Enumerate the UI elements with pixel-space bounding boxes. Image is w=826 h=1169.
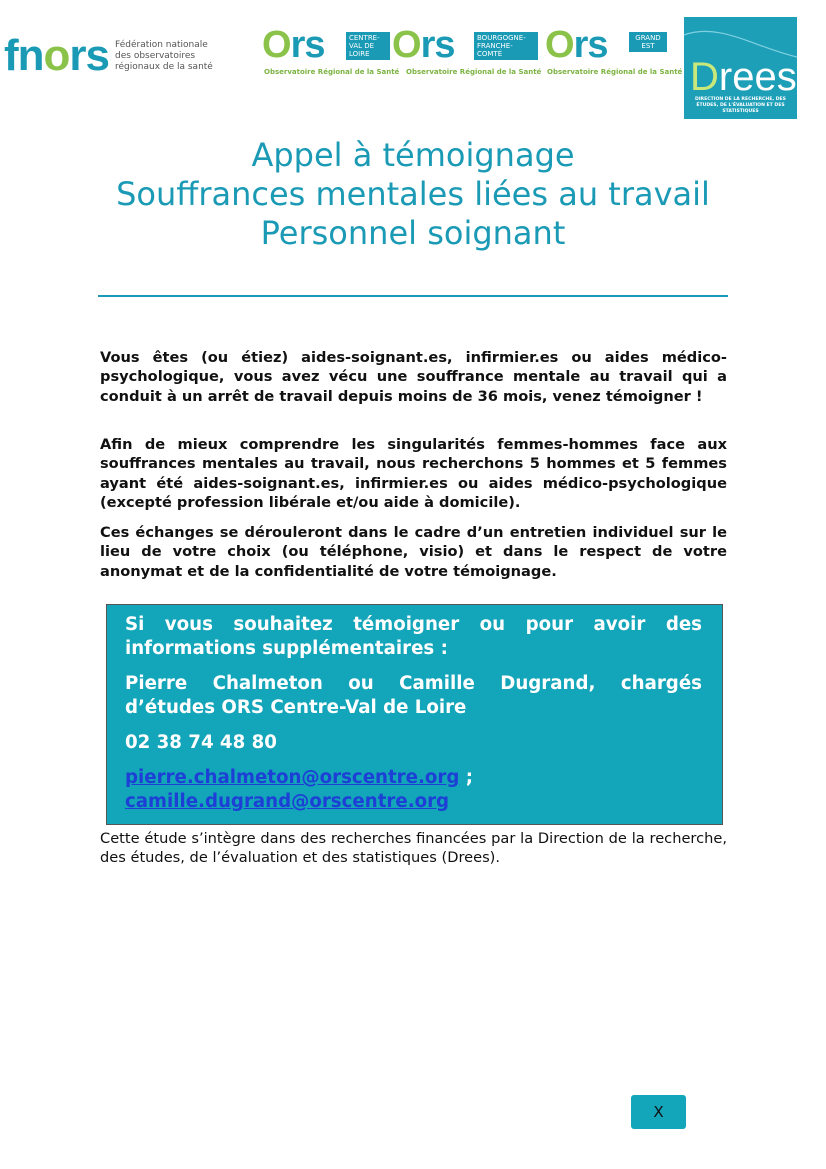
title-divider (98, 295, 728, 297)
ors-grand-est-logo (545, 26, 685, 78)
email-separator: ; (459, 767, 473, 788)
contact-phone[interactable]: 02 38 74 48 80 (125, 732, 277, 753)
contact-emails (125, 766, 702, 814)
ors-region-tag: BOURGOGNE-FRANCHE-COMTÉ (474, 32, 538, 60)
research-paragraph: Afin de mieux comprendre les singularités femmes-hommes face aux souffrances mentales au travail, nous recherchons 5 hommes et 5 femmes ayant été aides-soignant.es, infirmier.es ou aides médico-psychologique (excepté profession libérale et/ou aide à domicile). (100, 436, 727, 512)
contact-intro: Si vous souhaitez témoigner ou pour avoir des informations supplémentaires : (125, 614, 702, 659)
fnors-wordmark: fnors (4, 31, 110, 80)
intro-paragraph: Vous êtes (ou étiez) aides-soignant.es, infirmier.es ou aides médico-psychologique, vous avez vécu une souffrance mentale au travail qui a conduit à un arrêt de travail depuis moins de 36 mois, venez témoigner ! (100, 349, 727, 405)
drees-subtitle: DIRECTION DE LA RECHERCHE, DES ÉTUDES, DE L'ÉVALUATION ET DES STATISTIQUES (695, 97, 786, 114)
title-line-3: Personnel soignant (260, 214, 566, 252)
title-line-1: Appel à témoignage (251, 136, 575, 174)
drees-wordmark: Drees (690, 55, 797, 99)
ors-wordmark: Ors (545, 24, 608, 66)
contact-box (106, 604, 723, 825)
drees-logo (684, 17, 797, 119)
page-title (100, 136, 726, 253)
ors-wordmark: Ors (392, 24, 455, 66)
ors-region-tag: GRAND EST (629, 32, 667, 52)
ors-footer: Observatoire Régional de la Santé (264, 68, 400, 76)
header-logos (0, 0, 826, 125)
page-button[interactable]: X (631, 1095, 686, 1129)
ors-wordmark: Ors (262, 24, 325, 66)
funding-note: Cette étude s’intègre dans des recherches financées par la Direction de la recherche, des études, de l’évaluation et des statistiques (Drees). (100, 830, 727, 867)
fnors-subtitle: Fédération nationale des observatoires régionaux de la santé (115, 39, 213, 72)
ors-centre-logo (262, 26, 402, 78)
interview-paragraph: Ces échanges se dérouleront dans le cadre d’un entretien individuel sur le lieu de votre choix (ou téléphone, visio) et dans le respect de votre anonymat et de la confidentialité de votre témoignage. (100, 524, 727, 580)
fnors-logo (4, 31, 223, 80)
ors-bfc-logo (392, 24, 542, 78)
ors-footer: Observatoire Régional de la Santé (547, 68, 683, 76)
title-line-2: Souffrances mentales liées au travail (116, 175, 710, 213)
ors-region-tag: CENTRE-VAL DE LOIRE (346, 32, 390, 60)
ors-footer: Observatoire Régional de la Santé (406, 68, 542, 76)
email-link-camille[interactable]: camille.dugrand@orscentre.org (125, 791, 450, 812)
email-link-pierre[interactable]: pierre.chalmeton@orscentre.org (125, 767, 460, 788)
contact-names: Pierre Chalmeton ou Camille Dugrand, chargés d’études ORS Centre-Val de Loire (125, 673, 702, 718)
